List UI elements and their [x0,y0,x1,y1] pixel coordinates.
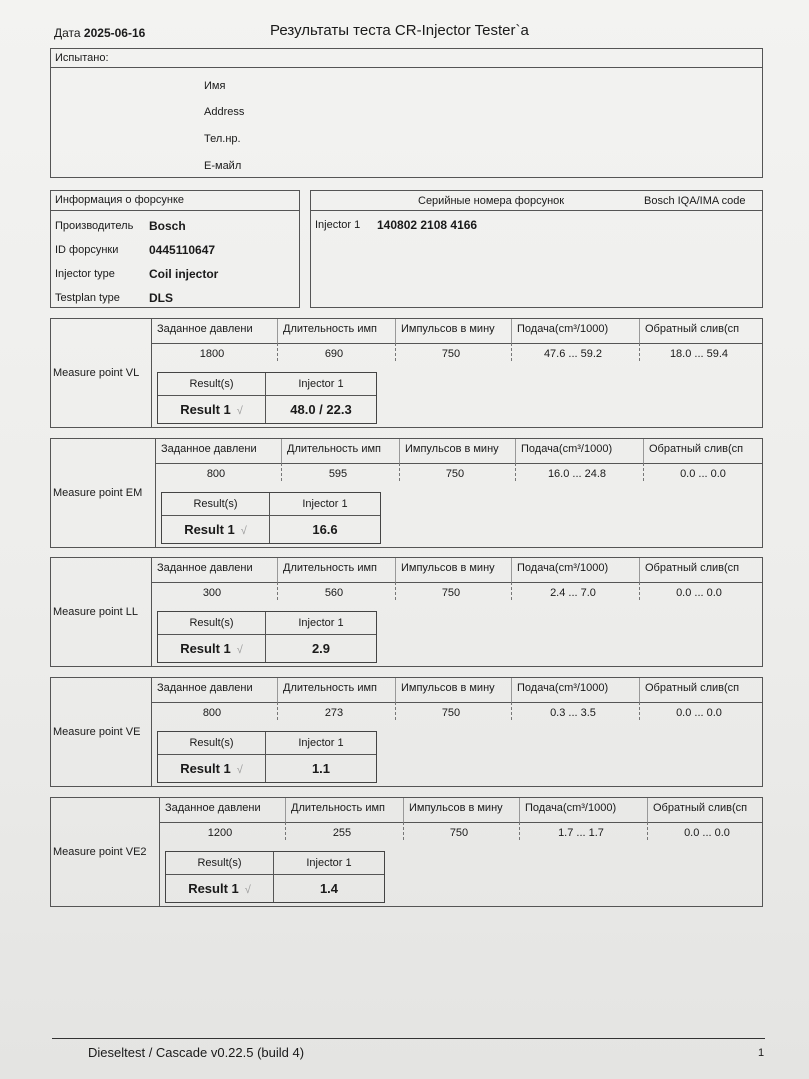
value-pulses-per-minute: 750 [449,827,469,839]
column-header-pulse-duration: Длительность имп [283,323,378,335]
result-injector-header: Injector 1 [306,857,352,869]
column-header-pulses-per-minute: Импульсов в мину [401,562,495,574]
divider [285,822,286,840]
serials-title: Серийные номера форсунок [418,195,565,207]
divider [511,343,512,361]
divider [277,582,278,600]
check-icon: √ [236,644,243,656]
divider [511,582,512,600]
result-header-label: Result(s) [197,857,242,869]
value-pulse-duration: 255 [332,827,352,839]
divider [639,343,640,361]
divider [151,343,763,344]
result-table [157,611,377,663]
result-header-label: Result(s) [189,737,234,749]
footer-divider [52,1038,765,1039]
result-value: 48.0 / 22.3 [290,402,352,417]
divider [395,343,396,361]
column-header-pulses-per-minute: Импульсов в мину [401,682,495,694]
result-injector-header: Injector 1 [302,498,348,510]
result-injector-header: Injector 1 [298,617,344,629]
tested-name-label: Имя [204,80,226,92]
column-header-pulse-duration: Длительность имп [291,802,386,814]
column-header-delivery: Подача(cm³/1000) [525,802,617,814]
info-label-type: Injector type [55,268,115,280]
column-header-delivery: Подача(cm³/1000) [517,682,609,694]
column-header-pressure: Заданное давлени [157,323,253,335]
value-pulses-per-minute: 750 [441,587,461,599]
value-return-flow: 18.0 ... 59.4 [669,348,729,360]
divider [395,582,396,600]
divider [162,515,380,516]
measure-point-name: Measure point VE [53,726,141,738]
divider [515,439,516,463]
value-pulse-duration: 560 [324,587,344,599]
divider [515,463,516,481]
measure-point-block [50,557,763,667]
column-header-return-flow: Обратный слив(сп [649,443,744,455]
report-title: Результаты теста CR-Injector Tester`a [270,22,529,39]
value-pulse-duration: 273 [324,707,344,719]
check-icon: √ [236,405,243,417]
info-label-testplan: Testplan type [55,292,120,304]
divider [399,439,400,463]
column-header-return-flow: Обратный слив(сп [645,682,740,694]
serials-section [310,190,763,308]
result-row-label [166,881,273,896]
result-row-label [162,522,269,537]
measure-point-block [50,677,763,787]
divider [395,702,396,720]
value-pressure: 300 [202,587,222,599]
divider [166,874,384,875]
measure-point-name: Measure point VE2 [53,846,147,858]
divider [285,798,286,822]
divider [158,634,376,635]
measure-point-name: Measure point VL [53,367,140,379]
column-header-pulses-per-minute: Импульсов в мину [405,443,499,455]
tested-section [50,48,763,178]
result-header-label: Result(s) [189,617,234,629]
column-header-pulse-duration: Длительность имп [287,443,382,455]
divider [643,463,644,481]
divider [158,754,376,755]
value-delivery: 47.6 ... 59.2 [543,348,603,360]
column-header-pressure: Заданное давлени [165,802,261,814]
column-header-delivery: Подача(cm³/1000) [517,323,609,335]
code-title: Bosch IQA/IMA code [644,195,746,207]
serial-injector-label: Injector 1 [315,219,361,231]
injector-info-section [50,190,300,308]
divider [639,702,640,720]
divider [281,463,282,481]
value-delivery: 1.7 ... 1.7 [558,827,604,839]
result-value: 1.4 [319,881,339,896]
result-injector-header: Injector 1 [298,737,344,749]
divider [155,463,763,464]
footer-page-number: 1 [758,1047,765,1059]
divider [277,558,278,582]
divider [277,343,278,361]
divider [519,822,520,840]
measure-point-name: Measure point EM [53,487,143,499]
divider [519,798,520,822]
divider [159,822,763,823]
divider [51,210,299,211]
result-table [157,731,377,783]
result-header-label: Result(s) [193,498,238,510]
divider [158,395,376,396]
check-icon: √ [244,884,251,896]
info-label-id: ID форсунки [55,244,119,256]
result-row-text: Result 1 [184,522,235,537]
tested-title: Испытано: [55,52,109,64]
info-value-id: 0445110647 [149,243,216,257]
result-value: 16.6 [312,522,338,537]
result-row-label [158,402,265,417]
value-pulses-per-minute: 750 [445,468,465,480]
value-delivery: 0.3 ... 3.5 [550,707,596,719]
tested-phone-label: Тел.нр. [204,133,241,145]
value-delivery: 2.4 ... 7.0 [550,587,596,599]
divider [639,678,640,702]
result-row-text: Result 1 [180,402,231,417]
divider [511,678,512,702]
value-return-flow: 0.0 ... 0.0 [680,468,726,480]
column-header-pulses-per-minute: Импульсов в мину [409,802,503,814]
measure-point-block [50,318,763,428]
divider [395,319,396,343]
result-value: 1.1 [311,761,331,776]
divider [399,463,400,481]
result-row-text: Result 1 [180,641,231,656]
column-header-pulse-duration: Длительность имп [283,682,378,694]
divider [281,439,282,463]
measure-point-block [50,438,763,548]
divider [159,798,160,906]
column-header-return-flow: Обратный слив(сп [645,323,740,335]
info-value-manufacturer: Bosch [149,219,186,233]
value-return-flow: 0.0 ... 0.0 [684,827,730,839]
measure-point-name: Measure point LL [53,606,138,618]
divider [643,439,644,463]
column-header-pressure: Заданное давлени [157,682,253,694]
result-injector-header: Injector 1 [298,378,344,390]
column-header-return-flow: Обратный слив(сп [645,562,740,574]
value-return-flow: 0.0 ... 0.0 [676,707,722,719]
tested-email-label: E-майл [204,160,242,172]
divider [647,798,648,822]
divider [511,558,512,582]
divider [277,702,278,720]
value-pressure: 1200 [207,827,233,839]
value-pressure: 800 [206,468,226,480]
result-header-label: Result(s) [189,378,234,390]
divider [51,67,762,68]
result-row-label [158,641,265,656]
value-delivery: 16.0 ... 24.8 [547,468,607,480]
result-row-label [158,761,265,776]
value-return-flow: 0.0 ... 0.0 [676,587,722,599]
divider [151,319,152,427]
divider [403,798,404,822]
measure-point-block [50,797,763,907]
date-label: Дата [54,26,81,40]
column-header-pulse-duration: Длительность имп [283,562,378,574]
column-header-pressure: Заданное давлени [157,562,253,574]
divider [151,558,152,666]
divider [395,678,396,702]
divider [647,822,648,840]
result-table [161,492,381,544]
divider [639,558,640,582]
result-table [157,372,377,424]
value-pulses-per-minute: 750 [441,348,461,360]
serial-injector-value: 140802 2108 4166 [377,218,478,232]
tested-address-label: Address [204,106,245,118]
divider [511,702,512,720]
result-value: 2.9 [311,641,331,656]
divider [277,678,278,702]
column-header-return-flow: Обратный слив(сп [653,802,748,814]
divider [639,319,640,343]
check-icon: √ [240,525,247,537]
check-icon: √ [236,764,243,776]
column-header-delivery: Подача(cm³/1000) [521,443,613,455]
result-row-text: Result 1 [180,761,231,776]
injector-info-title: Информация о форсунке [55,194,184,206]
divider [151,702,763,703]
report-date [54,26,145,40]
info-value-testplan: DLS [149,291,173,305]
column-header-pulses-per-minute: Импульсов в мину [401,323,495,335]
divider [277,319,278,343]
divider [311,210,762,211]
value-pressure: 800 [202,707,222,719]
value-pressure: 1800 [199,348,225,360]
info-value-type: Coil injector [149,267,219,281]
date-value: 2025-06-16 [83,26,146,40]
result-row-text: Result 1 [188,881,239,896]
footer-software: Dieseltest / Cascade v0.22.5 (build 4) [88,1045,305,1060]
column-header-pressure: Заданное давлени [161,443,257,455]
result-table [165,851,385,903]
value-pulse-duration: 595 [328,468,348,480]
divider [511,319,512,343]
value-pulse-duration: 690 [324,348,344,360]
divider [403,822,404,840]
value-pulses-per-minute: 750 [441,707,461,719]
divider [639,582,640,600]
divider [155,439,156,547]
divider [395,558,396,582]
column-header-delivery: Подача(cm³/1000) [517,562,609,574]
divider [151,582,763,583]
info-label-manufacturer: Производитель [55,220,134,232]
divider [151,678,152,786]
